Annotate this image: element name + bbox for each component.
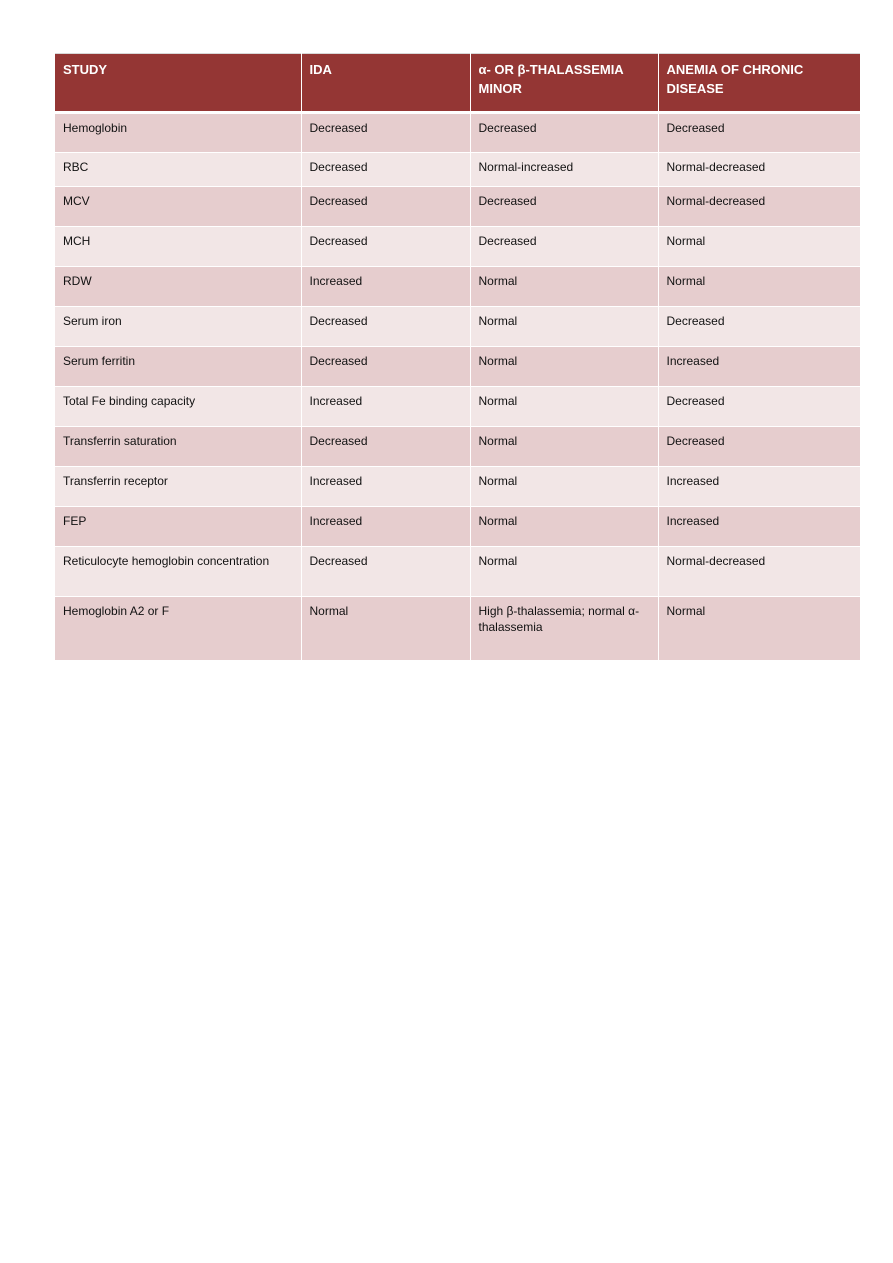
- cell-study: FEP: [55, 507, 301, 547]
- cell-ida: Increased: [301, 507, 470, 547]
- cell-study: MCH: [55, 227, 301, 267]
- cell-ida: Increased: [301, 387, 470, 427]
- table-row: [55, 153, 860, 187]
- header-thalassemia-minor: α- OR β-THALASSEMIA MINOR: [470, 54, 658, 113]
- cell-thalassemia: Normal: [470, 467, 658, 507]
- cell-thalassemia: Normal: [470, 347, 658, 387]
- cell-ida: Decreased: [301, 227, 470, 267]
- table-row: [55, 187, 860, 227]
- cell-chronic-disease: Decreased: [658, 387, 860, 427]
- cell-chronic-disease: Decreased: [658, 307, 860, 347]
- cell-ida: Decreased: [301, 547, 470, 597]
- cell-thalassemia: Normal: [470, 547, 658, 597]
- cell-thalassemia: Normal: [470, 387, 658, 427]
- cell-ida: Decreased: [301, 187, 470, 227]
- cell-study: RDW: [55, 267, 301, 307]
- cell-ida: Increased: [301, 267, 470, 307]
- cell-chronic-disease: Normal-decreased: [658, 153, 860, 187]
- cell-study: Transferrin saturation: [55, 427, 301, 467]
- cell-ida: Decreased: [301, 307, 470, 347]
- table-row: [55, 597, 860, 661]
- cell-chronic-disease: Normal-decreased: [658, 187, 860, 227]
- cell-thalassemia: Normal-increased: [470, 153, 658, 187]
- cell-thalassemia: Decreased: [470, 187, 658, 227]
- cell-ida: Decreased: [301, 113, 470, 153]
- cell-chronic-disease: Normal: [658, 267, 860, 307]
- cell-ida: Normal: [301, 597, 470, 661]
- cell-ida: Decreased: [301, 153, 470, 187]
- anemia-comparison-table: [55, 53, 860, 661]
- cell-thalassemia: Decreased: [470, 113, 658, 153]
- cell-chronic-disease: Normal: [658, 227, 860, 267]
- cell-ida: Increased: [301, 467, 470, 507]
- cell-thalassemia: High β-thalassemia; normal α-thalassemia: [470, 597, 658, 661]
- table-row: [55, 307, 860, 347]
- table-row: [55, 347, 860, 387]
- table-row: [55, 267, 860, 307]
- cell-study: MCV: [55, 187, 301, 227]
- cell-chronic-disease: Increased: [658, 507, 860, 547]
- cell-study: Transferrin receptor: [55, 467, 301, 507]
- cell-chronic-disease: Decreased: [658, 113, 860, 153]
- cell-chronic-disease: Normal: [658, 597, 860, 661]
- cell-chronic-disease: Increased: [658, 347, 860, 387]
- cell-chronic-disease: Increased: [658, 467, 860, 507]
- cell-ida: Decreased: [301, 347, 470, 387]
- cell-study: Hemoglobin A2 or F: [55, 597, 301, 661]
- table-row: [55, 387, 860, 427]
- cell-study: Hemoglobin: [55, 113, 301, 153]
- cell-study: Serum iron: [55, 307, 301, 347]
- cell-ida: Decreased: [301, 427, 470, 467]
- cell-thalassemia: Normal: [470, 307, 658, 347]
- table-header-row: [55, 54, 860, 113]
- header-anemia-chronic-disease: ANEMIA OF CHRONIC DISEASE: [658, 54, 860, 113]
- cell-thalassemia: Normal: [470, 267, 658, 307]
- cell-chronic-disease: Normal-decreased: [658, 547, 860, 597]
- header-study: STUDY: [55, 54, 301, 113]
- cell-study: Serum ferritin: [55, 347, 301, 387]
- table-row: [55, 113, 860, 153]
- cell-thalassemia: Decreased: [470, 227, 658, 267]
- cell-study: RBC: [55, 153, 301, 187]
- cell-thalassemia: Normal: [470, 427, 658, 467]
- header-ida: IDA: [301, 54, 470, 113]
- cell-study: Total Fe binding capacity: [55, 387, 301, 427]
- table-row: [55, 507, 860, 547]
- table-row: [55, 427, 860, 467]
- table-row: [55, 467, 860, 507]
- cell-study: Reticulocyte hemoglobin concentration: [55, 547, 301, 597]
- table-row: [55, 547, 860, 597]
- cell-chronic-disease: Decreased: [658, 427, 860, 467]
- table-row: [55, 227, 860, 267]
- cell-thalassemia: Normal: [470, 507, 658, 547]
